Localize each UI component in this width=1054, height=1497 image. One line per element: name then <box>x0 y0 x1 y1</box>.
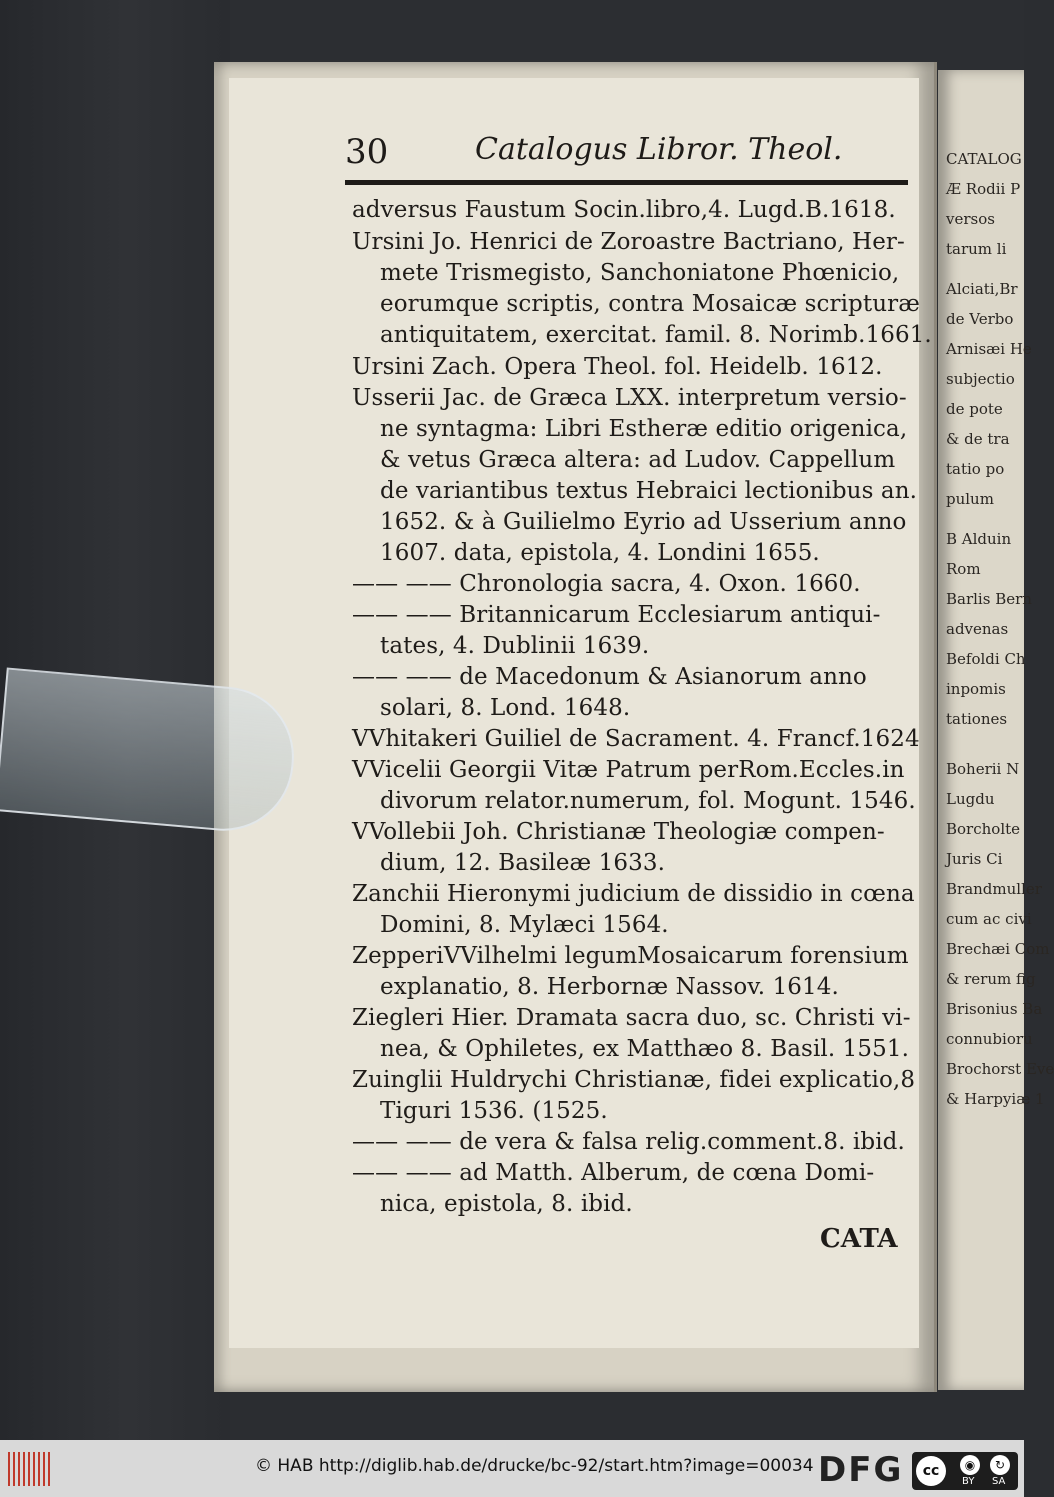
library-barcode-icon <box>8 1452 52 1486</box>
catalog-entry-line: VVhitakeri Guiliel de Sacrament. 4. Francf.1624 <box>352 726 920 752</box>
license-by-label: BY <box>962 1476 975 1487</box>
catalog-entry-line: Ziegleri Hier. Dramata sacra duo, sc. Christi vi- <box>352 1005 911 1031</box>
catalog-entry-line: Zanchii Hieronymi judicium de dissidio in cœna <box>352 881 915 907</box>
right-page-line: Lugdu <box>946 790 995 808</box>
catalog-entry-line: nica, epistola, 8. ibid. <box>380 1191 633 1217</box>
catalog-entry-line: eorumque scriptis, contra Mosaicæ scripturæ <box>380 291 920 317</box>
catalog-entry-line: 1652. & à Guilielmo Eyrio ad Usserium anno <box>380 509 907 535</box>
right-page-line: & Harpyiæ 1 <box>946 1090 1045 1108</box>
running-title: Catalogus Libror. Theol. <box>475 132 843 167</box>
right-page-line: tationes <box>946 710 1008 728</box>
right-page-line: de pote <box>946 400 1003 418</box>
catchword: CATA <box>820 1224 898 1254</box>
page-number: 30 <box>345 132 389 172</box>
right-page-line: Æ Rodii P <box>946 180 1021 198</box>
book-page-right <box>938 70 1054 1390</box>
right-page-line: tatio po <box>946 460 1005 478</box>
right-page-line: versos <box>946 210 995 228</box>
right-page-line: de Verbo <box>946 310 1014 328</box>
right-page-line: Juris Ci <box>946 850 1003 868</box>
right-page-line: Borcholte <box>946 820 1021 838</box>
license-sa-label: SA <box>992 1476 1006 1487</box>
catalog-entry-line: VVicelii Georgii Vitæ Patrum perRom.Eccles.in <box>352 757 905 783</box>
catalog-entry-line: —— —— Chronologia sacra, 4. Oxon. 1660. <box>352 571 861 597</box>
share-alike-icon: ↻ <box>990 1455 1010 1475</box>
copyright-link[interactable]: © HAB http://diglib.hab.de/drucke/bc-92/start.htm?image=00034 <box>255 1456 814 1476</box>
catalog-entry-line: 1607. data, epistola, 4. Londini 1655. <box>380 540 820 566</box>
right-page-line: & rerum fig <box>946 970 1036 988</box>
right-page-line: Brandmuller <box>946 880 1042 898</box>
right-page-line: Brisonius Ba <box>946 1000 1043 1018</box>
catalog-entry-line: Tiguri 1536. (1525. <box>380 1098 608 1124</box>
right-page-line: CATALOG <box>946 150 1022 168</box>
right-page-line: Befoldi Ch <box>946 650 1026 668</box>
catalog-entry-line: —— —— de vera & falsa relig.comment.8. ibid. <box>352 1129 905 1155</box>
right-page-line: tarum li <box>946 240 1007 258</box>
right-page-line: advenas <box>946 620 1009 638</box>
catalog-entry-line: —— —— ad Matth. Alberum, de cœna Domi- <box>352 1160 875 1186</box>
catalog-entry-line: nea, & Ophiletes, ex Matthæo 8. Basil. 1551. <box>380 1036 910 1062</box>
catalog-entry-line: dium, 12. Basileæ 1633. <box>380 850 666 876</box>
catalog-entry-line: VVollebii Joh. Christianæ Theologiæ compen- <box>352 819 885 845</box>
page-header <box>345 132 925 172</box>
catalog-entry-line: de variantibus textus Hebraici lectionibus an. <box>380 478 918 504</box>
right-page-line: Rom <box>946 560 981 578</box>
catalog-entry-line: adversus Faustum Socin.libro,4. Lugd.B.1618. <box>352 197 896 223</box>
catalog-entry-line: Usserii Jac. de Græca LXX. interpretum versio- <box>352 385 907 411</box>
right-page-line: & de tra <box>946 430 1010 448</box>
catalog-entry-line: tates, 4. Dublinii 1639. <box>380 633 650 659</box>
catalog-entry-line: solari, 8. Lond. 1648. <box>380 695 631 721</box>
catalog-entry-line: Ursini Zach. Opera Theol. fol. Heidelb. 1612. <box>352 354 883 380</box>
attribution-icon: ◉ <box>960 1455 980 1475</box>
right-page-line: Barlis Bern <box>946 590 1032 608</box>
dfg-logo: DFG <box>818 1450 904 1490</box>
catalog-entry-line: —— —— de Macedonum & Asianorum anno <box>352 664 867 690</box>
catalog-entry-line: Zuinglii Huldrychi Christianæ, fidei explicatio,8 <box>352 1067 916 1093</box>
license-badge[interactable] <box>912 1452 1018 1490</box>
catalog-entry-line: Ursini Jo. Henrici de Zoroastre Bactriano, Her- <box>352 229 905 255</box>
right-page-line: Arnisæi He <box>946 340 1032 358</box>
header-rule <box>345 180 908 185</box>
right-page-line: inpomis <box>946 680 1006 698</box>
catalog-entry-line: mete Trismegisto, Sanchoniatone Phœnicio, <box>380 260 900 286</box>
catalog-entry-line: ne syntagma: Libri Estheræ editio origenica, <box>380 416 908 442</box>
right-page-line: connubioru <box>946 1030 1033 1048</box>
catalog-entry-line: —— —— Britannicarum Ecclesiarum antiqui- <box>352 602 881 628</box>
right-page-line: B Alduin <box>946 530 1012 548</box>
catalog-entry-line: explanatio, 8. Herbornæ Nassov. 1614. <box>380 974 839 1000</box>
catalog-entry-line: divorum relator.numerum, fol. Mogunt. 1546. <box>380 788 916 814</box>
right-page-line: Boherii N <box>946 760 1020 778</box>
right-page-line: cum ac civi <box>946 910 1032 928</box>
right-page-line: Brechæi Com <box>946 940 1050 958</box>
catalog-entry-line: & vetus Græca altera: ad Ludov. Cappellum <box>380 447 896 473</box>
right-page-line: pulum <box>946 490 994 508</box>
cc-icon: cc <box>916 1456 946 1486</box>
catalog-entry-line: antiquitatem, exercitat. famil. 8. Norimb.1661. <box>380 322 932 348</box>
catalog-entry-line: Domini, 8. Mylæci 1564. <box>380 912 669 938</box>
right-page-line: Alciati,Br <box>946 280 1018 298</box>
right-page-line: Brochorst Eve <box>946 1060 1054 1078</box>
catalog-entry-line: ZepperiVVilhelmi legumMosaicarum forensium <box>352 943 909 969</box>
right-page-line: subjectio <box>946 370 1015 388</box>
